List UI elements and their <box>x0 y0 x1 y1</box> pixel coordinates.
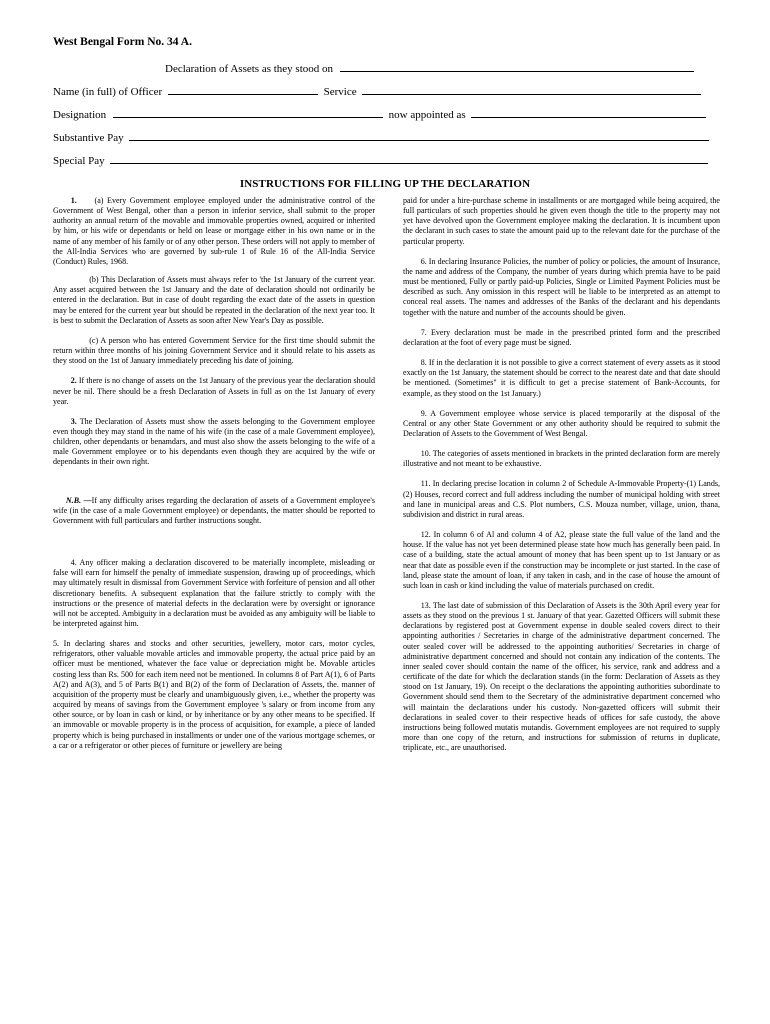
instruction-3-number: 3. <box>70 416 77 426</box>
instruction-2 <box>53 376 375 406</box>
instruction-7: 7. Every declaration must be made in the prescribed printed form and the prescribed declaration at the foot of every page must be signed. <box>403 327 720 347</box>
officer-name-field[interactable] <box>168 84 318 95</box>
substantive-pay-row <box>53 130 709 145</box>
instruction-5-continued: paid for under a hire-purchase scheme in installments or are mortgaged while being acquired, the full particulars of such properties should he given even though the title to the property may not yet have devolved upon the Government employee making the declaration. It is incumbent upon the declarant in such cases to state the amount paid up to the relevant date for the purchase of the particular property. <box>403 196 720 246</box>
instructions-left-column <box>53 196 375 751</box>
officer-name-label: Name (in full) of Officer <box>53 86 163 98</box>
instruction-12: 12. In column 6 of Al and column 4 of A2, please state the full value of the land and the house. If the value has not yet been determined please state how much has generally been paid. In case of a building, state the actual amount of money that has been spent up to 1st January or as near that date as possible even if the construction may be incomplete or just started. In the case of land, please state the amount of loan, if any taken in cash, and in the case of house the amount of such loan in cash or kind including the value of materials purchased on credit. <box>403 530 720 590</box>
special-pay-field[interactable] <box>110 153 708 164</box>
instruction-2-text: If there is no change of assets on the 1st January of the previous year the declaration should never be nil. There should be a fresh Declaration of Assets in full as on the 1st January of every year. <box>53 376 375 406</box>
instruction-2-number: 2. <box>70 376 77 386</box>
instruction-3 <box>53 417 375 468</box>
instruction-9: 9. A Government employee whose service is placed temporarily at the disposal of the Central or any other State Government or any other authority should be required to submit the Declaration of Assets to the Government of West Bengal. <box>403 408 720 438</box>
form-title: West Bengal Form No. 34 A. <box>53 36 192 48</box>
instruction-6: 6. In declaring Insurance Policies, the number of policy or policies, the amount of Insurance, the name and address of the Company, the number of years during which premia have to be paid must be mentioned, Fully or partly paid-up Policies, Single or Limited Payment Policies must be described as such. Any omission in this respect will be liable to be interpreted as an attempt to conceal real assets. The names and addresses of the Banks of the declarant and his dependants together with the nature and number of the accounts should be given. <box>403 256 720 317</box>
instruction-1c: (c) A person who has entered Government Service for the first time should submit the return within three months of his joining Government Service and it should relate to his assets as they stood on the 1st of January immediately preceding his date of joining. <box>53 335 375 366</box>
declaration-date-row <box>165 61 694 76</box>
instruction-3-text: The Declaration of Assets must show the assets belonging to the Government employee even though they may stand in the name of his wife (in the case of a male Government employee), children, other dependants or benamdars, and must also show the assets belonging to the wife of a male Government employee or to his dependants even though they are acquired by the wife or dependants in their own right. <box>53 416 375 467</box>
instruction-8: 8. If in the declaration it is not possible to give a correct statement of every assets as it stood exactly on the 1st January, the statement should be correct to the nearest date and that date should be mentioned. (Sometimes" it is difficult to get a precise statement of Bank-Accounts, for example, as they stood on the 1st January.) <box>403 358 720 398</box>
instruction-4: 4. Any officer making a declaration discovered to be materially incomplete, misleading or false will earn for himself the penalty of immediate suspension, drawing up of proceedings, which may ultimately result in dismissal from Government Service with forfeiture of pension and all other discretionary benefits. A subsequent explanation that the failure strictly to comply with the instructions or the presence of material defects in the declaration were by oversight or ignorance will not be accepted. Ambiguity in a declaration must be avoided as any ambiguity will be liable to be interpreted against him. <box>53 558 375 628</box>
instruction-1b: (b) This Declaration of Assets must always refer to 'the 1st January of the current year. Any asset acquired between the 1st January and the date of declaration should not ordinarily be entered in the declaration. But in case of doubt regarding the exact date of the assets in question may be entered for the current year but should be repeated in the declaration of the next year too. It is best to submit the Declaration of Assets as soon after New Year's Day as possible. <box>53 275 375 325</box>
substantive-pay-label: Substantive Pay <box>53 132 124 144</box>
instruction-13: 13. The last date of submission of this Declaration of Assets is the 30th April every year for assets as they stood on the previous 1 st. January of that year. Gazetted Officers will submit these declarations by registered post at Government expense in double sealed covers direct to their appointing authorities / Secretaries in charge of the administrative department concerned. The outer sealed cover will be addressed to the appointing authorities/ Secretaries in charge of administrative department concerned and should not contain any indication of the contents. The inner sealed cover should contain the name of the officer, his service, rank and address and a certificate of the date for which the declaration stands (in the form: Declaration of Assets as they stood on 1st January, 19). On receipt o the declarations the appointing authorities subordinate to Government should send them to the Secretary of the administrative department concerned who will maintain the declarations under his custody. Non-gazetted officers will submit their declarations in sealed cover to their respective heads of offices for safe custody, the above instructions being followed mutatis mutandis. Government employees are not required to supply more than one copy of the return, and instructions for submission of returns in duplicate, triplicate, etc., are unauthorised. <box>403 601 720 753</box>
designation-label: Designation <box>53 109 107 121</box>
declaration-date-field[interactable] <box>340 61 694 72</box>
nb-label: N.B. — <box>65 495 92 505</box>
instruction-1a <box>53 196 375 267</box>
nb-note <box>53 496 375 526</box>
nb-text: If any difficulty arises regarding the declaration of assets of a Government employee's wife (in the case of a male Government employee) or dependants, the matter should be reported to Government with full particulars and further instructions sought. <box>53 495 376 525</box>
service-field[interactable] <box>362 84 701 95</box>
instructions-right-column <box>403 196 720 753</box>
substantive-pay-field[interactable] <box>129 130 709 141</box>
officer-name-row <box>53 84 701 99</box>
instruction-1-number: 1. <box>70 196 77 205</box>
designation-row <box>53 107 706 122</box>
instruction-10: 10. The categories of assets mentioned in brackets in the printed declaration form are merely illustrative and not meant to be exhaustive. <box>403 449 720 469</box>
service-label: Service <box>323 86 357 98</box>
declaration-date-label: Declaration of Assets as they stood on <box>165 63 334 75</box>
instruction-11: 11. In declaring precise location in column 2 of Schedule A-Immovable Property-(1) Lands, (2) Houses, record correct and full address including the number of municipal holding with street and lane in municipal areas and C.S. Plot numbers, C.S. Mouza number, village, union, thana, subdivision and district in rural areas. <box>403 479 720 519</box>
appointed-as-field[interactable] <box>471 107 706 118</box>
instructions-heading: INSTRUCTIONS FOR FILLING UP THE DECLARATION <box>239 178 531 190</box>
appointed-as-label: now appointed as <box>388 109 466 121</box>
designation-field[interactable] <box>113 107 383 118</box>
instruction-5: 5. In declaring shares and stocks and other securities, jewellery, motor cars, motor cycles, refrigerators, other valuable movable articles and immovable property, the actual price paid by an officer must be mentioned, whatever the face value or depreciation might be. Movable articles costing less than Rs. 500 for each item need not be mentioned. In columns 8 of Part A(1), 6 of Parts A(2) and A(3), and 5 of Parts B(1) and B(2) of the form of Declaration of Assets, the. manner of acquisition of the property must be clearly and unambiguously given, i.e., whether the property was acquired by means of savings from the Government employee 's salary or from income from any other source, or by loan in cash or kind, or by inheritance or by any other means to be specified. If an immovable or movable property is in the process of acquisition, for example, a piece of landed property which is being purchased in installments or under one of the various mortgage schemes, or a car or a refrigerator or other pieces of furniture or jewellery are being <box>53 639 375 750</box>
special-pay-label: Special Pay <box>53 155 105 167</box>
special-pay-row <box>53 153 708 168</box>
instruction-1a-text: (a) Every Government employee employed under the administrative control of the Government of West Bengal, other than a person in inferior service, shall submit to the proper authority an annual return of the movable and immovable properties owned, acquired or inherited by him, or his wife or dependants or held on lease or mortgage either in his own name or in the name of any member of his family or of any other person. These orders will not apply to member of the All-India Services who are governed by sub-rule 1 of Rule 16 of the All-India Service (Conduct) Rules, 1968. <box>53 196 376 266</box>
